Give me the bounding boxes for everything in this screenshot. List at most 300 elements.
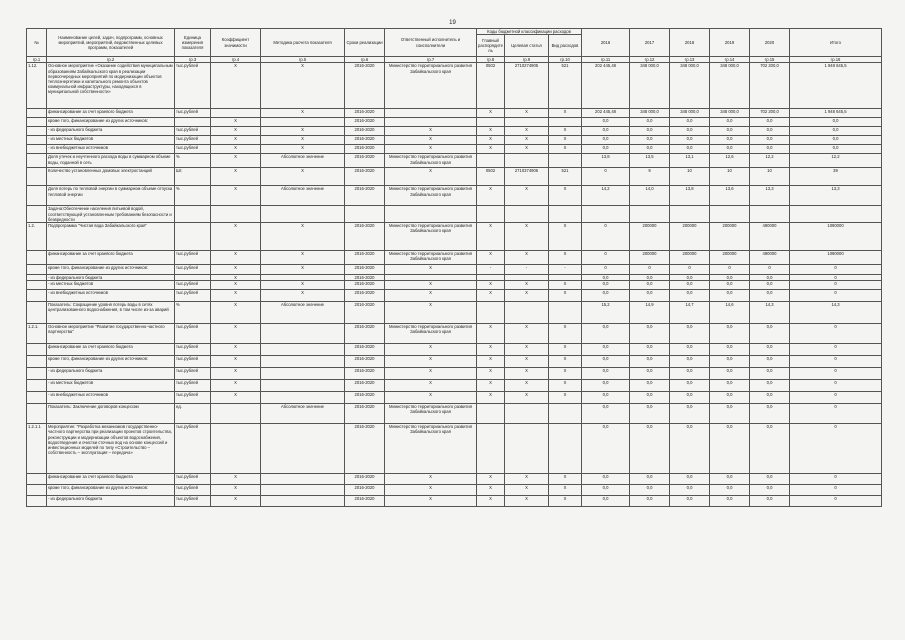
row-year-value: 0,0 — [710, 485, 750, 496]
row-chief: X — [477, 223, 505, 251]
header-expense: Вид расходов — [549, 35, 582, 57]
row-term: 2016-2020 — [345, 109, 385, 118]
row-unit: тыс.рублей — [175, 145, 211, 154]
row-number — [27, 368, 47, 380]
row-executor: Министерство территориального развития Забайкальского края — [385, 63, 477, 109]
row-executor: Министерство территориального развития Забайкальского края — [385, 223, 477, 251]
row-year-value: 14,3 — [750, 302, 790, 324]
row-year-value: 0 — [670, 265, 710, 275]
row-year-value: 0,0 — [750, 281, 790, 290]
row-term: 2016-2020 — [345, 265, 385, 275]
row-coef: X — [211, 368, 261, 380]
row-name: финансирование за счет краевого бюджета — [47, 109, 175, 118]
row-executor: X — [385, 344, 477, 356]
row-year-value: 0,0 — [710, 344, 750, 356]
row-year-value: 14,9 — [630, 302, 670, 324]
row-total-value: 0,0 — [790, 127, 882, 136]
row-method — [261, 424, 345, 474]
row-expense: X — [549, 223, 582, 251]
row-expense: X — [549, 474, 582, 485]
row-year-value: 0,0 — [710, 368, 750, 380]
row-chief: X — [477, 145, 505, 154]
row-year-value: 0,0 — [710, 404, 750, 424]
row-year-value: 0 — [582, 168, 630, 186]
row-year-value: 0,0 — [630, 356, 670, 368]
row-year-value: 0,0 — [750, 496, 790, 507]
row-article — [505, 424, 549, 474]
row-expense — [549, 206, 582, 223]
row-method — [261, 392, 345, 404]
row-chief: X — [477, 109, 505, 118]
row-year-value: 200000 — [630, 251, 670, 265]
row-unit: тыс.рублей — [175, 127, 211, 136]
row-number — [27, 118, 47, 127]
row-year-value: 0,0 — [670, 368, 710, 380]
row-executor: X — [385, 485, 477, 496]
row-article: 2710274905 — [505, 63, 549, 109]
row-unit — [175, 206, 211, 223]
row-expense — [549, 302, 582, 324]
row-year-value: 13,3 — [750, 186, 790, 206]
row-executor — [385, 109, 477, 118]
row-number — [27, 265, 47, 275]
header-year-2019: 2019 — [710, 29, 750, 57]
column-number: гр.6 — [345, 57, 385, 63]
row-number — [27, 356, 47, 368]
row-year-value: 0,0 — [582, 424, 630, 474]
row-coef: X — [211, 356, 261, 368]
row-total-value: 0 — [790, 485, 882, 496]
row-year-value: 490000 — [750, 251, 790, 265]
row-total-value: 0 — [790, 424, 882, 474]
row-chief: X — [477, 474, 505, 485]
row-year-value: 0,0 — [582, 290, 630, 302]
row-total-value: 0 — [790, 324, 882, 344]
row-coef: X — [211, 154, 261, 168]
row-expense — [549, 424, 582, 474]
row-year-value: 348 000,0 — [630, 63, 670, 109]
row-year-value: 0,0 — [630, 485, 670, 496]
row-total-value — [790, 206, 882, 223]
row-number — [27, 474, 47, 485]
row-chief: X — [477, 136, 505, 145]
row-name: - из федерального бюджета — [47, 368, 175, 380]
column-number: гр.2 — [47, 57, 175, 63]
row-year-value: 200000 — [630, 223, 670, 251]
row-article: X — [505, 281, 549, 290]
row-method — [261, 485, 345, 496]
row-year-value: 0,0 — [582, 392, 630, 404]
column-number: гр.7 — [385, 57, 477, 63]
row-article: X — [505, 136, 549, 145]
row-name: - из федерального бюджета — [47, 275, 175, 281]
row-chief: X — [477, 281, 505, 290]
row-year-value: 0,0 — [670, 324, 710, 344]
row-year-value: 0,0 — [670, 118, 710, 127]
row-name: - из внебюджетных источников — [47, 290, 175, 302]
row-coef: X — [211, 127, 261, 136]
row-year-value: 0,0 — [710, 356, 750, 368]
row-year-value: 702 200,0 — [750, 63, 790, 109]
row-term: 2016-2020 — [345, 344, 385, 356]
row-executor: X — [385, 290, 477, 302]
row-chief — [477, 424, 505, 474]
row-unit: тыс.рублей — [175, 63, 211, 109]
row-executor: X — [385, 392, 477, 404]
row-total-value: 12,2 — [790, 154, 882, 168]
row-total-value: 0 — [790, 275, 882, 281]
row-chief — [477, 154, 505, 168]
row-name: - из местных бюджетов — [47, 281, 175, 290]
row-term: 2016-2020 — [345, 380, 385, 392]
row-article: X — [505, 127, 549, 136]
row-unit: тыс.рублей — [175, 281, 211, 290]
row-year-value: 0,0 — [710, 474, 750, 485]
row-year-value: 0,0 — [670, 496, 710, 507]
row-year-value: 490000 — [750, 223, 790, 251]
row-method: Абсолютное значение — [261, 302, 345, 324]
row-executor: X — [385, 265, 477, 275]
row-year-value: 0,0 — [670, 474, 710, 485]
header-chief: Главный распорядитель — [477, 35, 505, 57]
row-expense: X — [549, 136, 582, 145]
row-year-value: 13,5 — [630, 154, 670, 168]
row-number — [27, 380, 47, 392]
row-year-value: 0,0 — [582, 127, 630, 136]
table-row — [27, 109, 882, 118]
row-coef: X — [211, 265, 261, 275]
row-year-value: 13,8 — [582, 154, 630, 168]
row-coef: X — [211, 474, 261, 485]
table-row — [27, 136, 882, 145]
row-year-value: 0,0 — [750, 485, 790, 496]
row-year-value: 0,0 — [710, 136, 750, 145]
row-number — [27, 154, 47, 168]
row-year-value: 13,6 — [710, 186, 750, 206]
row-year-value: 13,8 — [670, 186, 710, 206]
table-header — [27, 29, 882, 63]
row-year-value: 0,0 — [582, 380, 630, 392]
row-year-value: 0,0 — [670, 275, 710, 281]
row-total-value: 0 — [790, 356, 882, 368]
page-number: 19 — [449, 20, 456, 26]
row-method — [261, 206, 345, 223]
row-year-value: 0 — [750, 265, 790, 275]
row-article: X — [505, 344, 549, 356]
row-year-value: 0,0 — [710, 392, 750, 404]
row-name: - из внебюджетных источников — [47, 392, 175, 404]
table-row — [27, 302, 882, 324]
header-article: Целевая статья — [505, 35, 549, 57]
row-year-value: 13,1 — [670, 154, 710, 168]
row-unit: % — [175, 302, 211, 324]
row-term: 2016-2020 — [345, 290, 385, 302]
row-expense: X — [549, 344, 582, 356]
row-number — [27, 145, 47, 154]
row-total-value: 0,0 — [790, 145, 882, 154]
row-expense: X — [549, 324, 582, 344]
row-executor: X — [385, 145, 477, 154]
row-method: X — [261, 109, 345, 118]
row-executor: X — [385, 168, 477, 186]
column-number: гр.4 — [211, 57, 261, 63]
row-article: X — [505, 380, 549, 392]
row-year-value: 0,0 — [750, 424, 790, 474]
table-row — [27, 380, 882, 392]
row-term: 2016-2020 — [345, 154, 385, 168]
row-year-value: 348 000,0 — [630, 109, 670, 118]
row-unit: тыс.рублей — [175, 424, 211, 474]
row-year-value: 0,0 — [582, 275, 630, 281]
row-name: - из внебюджетных источников — [47, 145, 175, 154]
row-number — [27, 496, 47, 507]
row-unit — [175, 223, 211, 251]
row-year-value: 10 — [670, 168, 710, 186]
row-method: X — [261, 63, 345, 109]
row-year-value: 0,0 — [670, 281, 710, 290]
column-number: гр.8 — [477, 57, 505, 63]
header-term: Сроки реализации — [345, 29, 385, 57]
row-number — [27, 186, 47, 206]
row-number — [27, 485, 47, 496]
row-year-value — [582, 206, 630, 223]
header-year-2017: 2017 — [630, 29, 670, 57]
column-number: гр.13 — [670, 57, 710, 63]
row-year-value: 0,0 — [750, 474, 790, 485]
row-year-value: 0,0 — [710, 496, 750, 507]
row-year-value: 0,0 — [670, 290, 710, 302]
row-chief: X — [477, 356, 505, 368]
row-total-value: 0 — [790, 281, 882, 290]
row-year-value: 0,0 — [750, 127, 790, 136]
row-year-value: 0,0 — [582, 496, 630, 507]
row-article: X — [505, 392, 549, 404]
row-year-value: 0,0 — [750, 275, 790, 281]
row-name: кроме того, финансирование из других источников: — [47, 485, 175, 496]
row-expense: X — [549, 127, 582, 136]
row-chief — [477, 404, 505, 424]
row-executor: X — [385, 127, 477, 136]
row-year-value: 0,0 — [670, 380, 710, 392]
row-unit: тыс.рублей — [175, 290, 211, 302]
row-executor: X — [385, 356, 477, 368]
row-chief: 0502 — [477, 168, 505, 186]
row-unit: тыс.рублей — [175, 344, 211, 356]
row-total-value: 0 — [790, 265, 882, 275]
row-term: 2016-2020 — [345, 136, 385, 145]
header-coef: Коэффициент значимости — [211, 29, 261, 57]
row-number: 1.2. — [27, 223, 47, 251]
row-year-value: 0,0 — [630, 404, 670, 424]
table-row — [27, 344, 882, 356]
row-year-value: 0,0 — [630, 474, 670, 485]
row-expense: X — [549, 281, 582, 290]
row-year-value: 0,0 — [710, 290, 750, 302]
row-expense: 521 — [549, 168, 582, 186]
row-executor: X — [385, 136, 477, 145]
table-row — [27, 281, 882, 290]
row-year-value: 348 000,0 — [670, 63, 710, 109]
row-number — [27, 251, 47, 265]
row-article: X — [505, 324, 549, 344]
table-row — [27, 251, 882, 265]
row-year-value: 14,0 — [630, 186, 670, 206]
row-method: X — [261, 127, 345, 136]
row-name: кроме того, финансирование из других источников: — [47, 356, 175, 368]
row-method: Абсолютное значение — [261, 186, 345, 206]
row-name: кроме того, финансирование из других источников: — [47, 265, 175, 275]
row-total-value: 1090000 — [790, 223, 882, 251]
row-year-value: 0,0 — [710, 424, 750, 474]
row-name: Доля утечек и неучтенного расхода воды в суммарном объеме воды, поданной в сеть — [47, 154, 175, 168]
row-coef: X — [211, 136, 261, 145]
row-chief — [477, 118, 505, 127]
row-article: - — [505, 265, 549, 275]
row-executor: Министерство территориального развития Забайкальского края — [385, 186, 477, 206]
row-executor: Министерство территориального развития Забайкальского края — [385, 324, 477, 344]
row-year-value: 0,0 — [710, 324, 750, 344]
row-year-value: 0,0 — [582, 404, 630, 424]
row-total-value: 13,3 — [790, 186, 882, 206]
row-number — [27, 344, 47, 356]
table-row — [27, 154, 882, 168]
header-name: Наименование целей, задач, подпрограмм, основных мероприятий, мероприятий, ведомственных целевых программ, показателей — [47, 29, 175, 57]
row-chief: - — [477, 265, 505, 275]
table-row — [27, 168, 882, 186]
column-number: гр.1 — [27, 57, 47, 63]
column-number: гр.14 — [710, 57, 750, 63]
row-unit: тыс.рублей — [175, 109, 211, 118]
row-unit: тыс.рублей — [175, 485, 211, 496]
row-method — [261, 118, 345, 127]
row-term: 2016-2020 — [345, 168, 385, 186]
row-executor — [385, 118, 477, 127]
row-term: 2016-2020 — [345, 186, 385, 206]
row-executor: Министерство территориального развития Забайкальского края — [385, 404, 477, 424]
row-unit: тыс.рублей — [175, 368, 211, 380]
row-chief: X — [477, 127, 505, 136]
header-num: № — [27, 29, 47, 57]
row-article: X — [505, 109, 549, 118]
table-row — [27, 404, 882, 424]
row-total-value: 39 — [790, 168, 882, 186]
row-article — [505, 206, 549, 223]
row-executor: X — [385, 474, 477, 485]
column-number: гр.5 — [261, 57, 345, 63]
row-method: X — [261, 136, 345, 145]
row-term: 2016-2020 — [345, 145, 385, 154]
row-name: - из федерального бюджета — [47, 127, 175, 136]
row-total-value: 0,0 — [790, 118, 882, 127]
row-year-value: 0,0 — [670, 344, 710, 356]
row-method: X — [261, 281, 345, 290]
row-article — [505, 154, 549, 168]
row-year-value: 0,0 — [670, 356, 710, 368]
row-name: Основное мероприятие "Развитие государственно-частного партнерства" — [47, 324, 175, 344]
row-chief: X — [477, 485, 505, 496]
row-expense: X — [549, 251, 582, 265]
row-method: X — [261, 265, 345, 275]
row-year-value: 0,0 — [670, 404, 710, 424]
row-coef: X — [211, 145, 261, 154]
row-year-value: 0,0 — [710, 118, 750, 127]
row-name: - из федерального бюджета — [47, 496, 175, 507]
column-number: гр.3 — [175, 57, 211, 63]
row-term: 2016-2020 — [345, 485, 385, 496]
row-executor: Министерство территориального развития Забайкальского края — [385, 154, 477, 168]
row-number — [27, 109, 47, 118]
table-row — [27, 474, 882, 485]
row-year-value: 12,2 — [750, 154, 790, 168]
row-year-value: 0,0 — [630, 424, 670, 474]
row-chief: X — [477, 290, 505, 302]
row-number — [27, 168, 47, 186]
row-expense: X — [549, 496, 582, 507]
row-year-value: 0,0 — [750, 356, 790, 368]
row-year-value: 0 — [582, 251, 630, 265]
row-name: Задача:Обеспечение населения питьевой водой, соответствующей установленным требованиям безопасности и безвредности — [47, 206, 175, 223]
row-coef: X — [211, 302, 261, 324]
row-article: X — [505, 251, 549, 265]
row-method — [261, 368, 345, 380]
row-term: 2016-2020 — [345, 404, 385, 424]
row-year-value: 0 — [582, 265, 630, 275]
row-coef: X — [211, 251, 261, 265]
row-coef — [211, 206, 261, 223]
row-expense: X — [549, 145, 582, 154]
row-name: финансирование за счет краевого бюджета — [47, 474, 175, 485]
row-year-value: 14,6 — [710, 302, 750, 324]
row-year-value: 0,0 — [670, 136, 710, 145]
row-name: Доля потерь по тепловой энергии в суммарном объеме отпуска тепловой энергии — [47, 186, 175, 206]
row-year-value: 0,0 — [582, 356, 630, 368]
row-year-value: 0,0 — [750, 368, 790, 380]
row-article: X — [505, 474, 549, 485]
row-year-value: 0,0 — [630, 145, 670, 154]
row-unit — [175, 118, 211, 127]
table-row — [27, 127, 882, 136]
table-row — [27, 356, 882, 368]
row-unit: тыс.рублей — [175, 380, 211, 392]
row-number — [27, 127, 47, 136]
row-executor — [385, 206, 477, 223]
row-unit: тыс.рублей — [175, 251, 211, 265]
row-number — [27, 404, 47, 424]
row-expense — [549, 154, 582, 168]
row-name: Показатель: Сокращение уровня потерь воды в сетях централизованного водоснабжения, в том числе из-за аварий — [47, 302, 175, 324]
row-total-value: 0 — [790, 368, 882, 380]
row-term: 2016-2020 — [345, 251, 385, 265]
row-year-value: 0,0 — [582, 118, 630, 127]
column-number: гр.11 — [582, 57, 630, 63]
row-article: X — [505, 356, 549, 368]
table-row — [27, 368, 882, 380]
row-number — [27, 302, 47, 324]
row-year-value: 12,6 — [710, 154, 750, 168]
row-year-value: 0,0 — [630, 344, 670, 356]
header-total: Итого — [790, 29, 882, 57]
row-method — [261, 380, 345, 392]
row-coef: X — [211, 485, 261, 496]
row-year-value: 200000 — [670, 223, 710, 251]
row-unit: тыс.рублей — [175, 356, 211, 368]
row-unit: ед. — [175, 404, 211, 424]
row-year-value: 0,0 — [630, 324, 670, 344]
row-expense: X — [549, 356, 582, 368]
row-name: кроме того, финансирование из других источников: — [47, 118, 175, 127]
table-row — [27, 496, 882, 507]
row-coef — [211, 404, 261, 424]
